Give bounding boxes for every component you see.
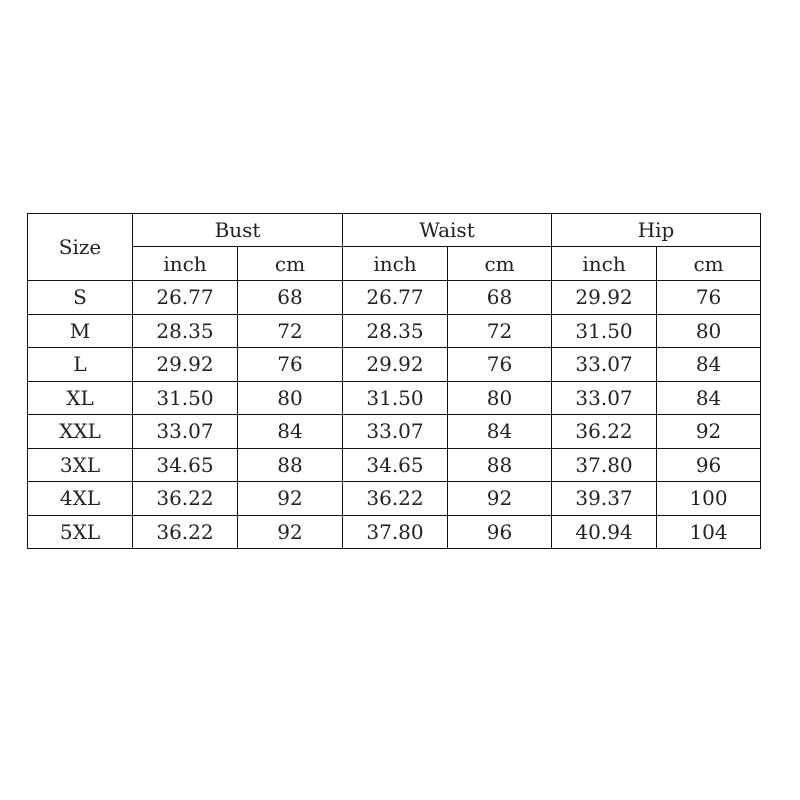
bust-inch-header: inch bbox=[133, 247, 238, 281]
unit-header-row bbox=[28, 247, 761, 281]
bust-inch-cell: 29.92 bbox=[133, 348, 238, 382]
bust-inch-cell: 26.77 bbox=[133, 281, 238, 315]
table-row bbox=[28, 482, 761, 516]
table-row bbox=[28, 314, 761, 348]
waist-inch-cell: 36.22 bbox=[343, 482, 448, 516]
hip-inch-cell: 31.50 bbox=[552, 314, 657, 348]
hip-cm-cell: 100 bbox=[657, 482, 761, 516]
waist-inch-cell: 34.65 bbox=[343, 448, 448, 482]
table-row bbox=[28, 515, 761, 549]
size-cell: L bbox=[28, 348, 133, 382]
hip-cm-header: cm bbox=[657, 247, 761, 281]
size-cell: 4XL bbox=[28, 482, 133, 516]
bust-inch-cell: 36.22 bbox=[133, 482, 238, 516]
group-header-row bbox=[28, 214, 761, 247]
waist-inch-cell: 37.80 bbox=[343, 515, 448, 549]
waist-cm-cell: 96 bbox=[448, 515, 552, 549]
bust-inch-cell: 31.50 bbox=[133, 381, 238, 415]
bust-inch-cell: 34.65 bbox=[133, 448, 238, 482]
bust-cm-cell: 76 bbox=[238, 348, 343, 382]
bust-cm-cell: 72 bbox=[238, 314, 343, 348]
hip-inch-cell: 33.07 bbox=[552, 348, 657, 382]
waist-cm-header: cm bbox=[448, 247, 552, 281]
hip-cm-cell: 104 bbox=[657, 515, 761, 549]
hip-cm-cell: 84 bbox=[657, 348, 761, 382]
hip-cm-cell: 76 bbox=[657, 281, 761, 315]
hip-inch-cell: 33.07 bbox=[552, 381, 657, 415]
waist-inch-header: inch bbox=[343, 247, 448, 281]
hip-cm-cell: 84 bbox=[657, 381, 761, 415]
hip-inch-cell: 37.80 bbox=[552, 448, 657, 482]
hip-cm-cell: 96 bbox=[657, 448, 761, 482]
size-rows bbox=[28, 281, 761, 549]
table-row bbox=[28, 448, 761, 482]
size-column-header: Size bbox=[28, 214, 133, 281]
waist-inch-cell: 31.50 bbox=[343, 381, 448, 415]
waist-inch-cell: 26.77 bbox=[343, 281, 448, 315]
waist-inch-cell: 28.35 bbox=[343, 314, 448, 348]
bust-inch-cell: 33.07 bbox=[133, 415, 238, 449]
size-cell: S bbox=[28, 281, 133, 315]
size-cell: XL bbox=[28, 381, 133, 415]
size-cell: 5XL bbox=[28, 515, 133, 549]
waist-inch-cell: 33.07 bbox=[343, 415, 448, 449]
table-row bbox=[28, 281, 761, 315]
bust-cm-cell: 92 bbox=[238, 482, 343, 516]
waist-cm-cell: 76 bbox=[448, 348, 552, 382]
waist-group-header: Waist bbox=[343, 214, 552, 247]
bust-cm-cell: 88 bbox=[238, 448, 343, 482]
size-cell: 3XL bbox=[28, 448, 133, 482]
bust-cm-cell: 68 bbox=[238, 281, 343, 315]
table-row bbox=[28, 415, 761, 449]
size-chart-table bbox=[27, 213, 761, 549]
waist-inch-cell: 29.92 bbox=[343, 348, 448, 382]
bust-cm-cell: 84 bbox=[238, 415, 343, 449]
hip-group-header: Hip bbox=[552, 214, 761, 247]
table-row bbox=[28, 348, 761, 382]
bust-cm-cell: 80 bbox=[238, 381, 343, 415]
hip-inch-cell: 36.22 bbox=[552, 415, 657, 449]
bust-cm-cell: 92 bbox=[238, 515, 343, 549]
waist-cm-cell: 92 bbox=[448, 482, 552, 516]
hip-cm-cell: 80 bbox=[657, 314, 761, 348]
hip-inch-header: inch bbox=[552, 247, 657, 281]
waist-cm-cell: 72 bbox=[448, 314, 552, 348]
hip-inch-cell: 39.37 bbox=[552, 482, 657, 516]
waist-cm-cell: 68 bbox=[448, 281, 552, 315]
size-cell: M bbox=[28, 314, 133, 348]
bust-inch-cell: 36.22 bbox=[133, 515, 238, 549]
waist-cm-cell: 88 bbox=[448, 448, 552, 482]
bust-group-header: Bust bbox=[133, 214, 343, 247]
hip-cm-cell: 92 bbox=[657, 415, 761, 449]
waist-cm-cell: 80 bbox=[448, 381, 552, 415]
hip-inch-cell: 29.92 bbox=[552, 281, 657, 315]
waist-cm-cell: 84 bbox=[448, 415, 552, 449]
table-row bbox=[28, 381, 761, 415]
bust-inch-cell: 28.35 bbox=[133, 314, 238, 348]
size-cell: XXL bbox=[28, 415, 133, 449]
hip-inch-cell: 40.94 bbox=[552, 515, 657, 549]
bust-cm-header: cm bbox=[238, 247, 343, 281]
